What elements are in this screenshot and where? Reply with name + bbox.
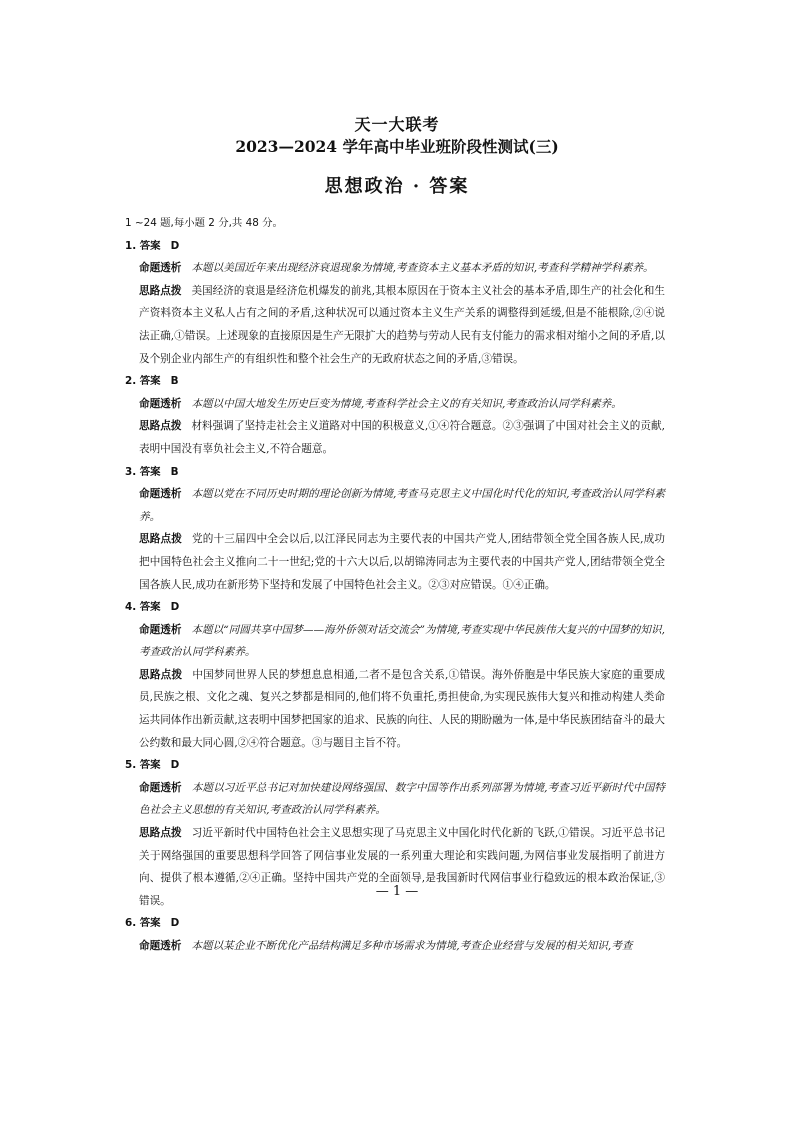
intent-text: 本题以习近平总书记对加快建设网络强国、数字中国等作出系列部署为情境,考查习近平新时代中国特色社会主义思想的有关知识,考查政治认同学科素养。 — [139, 781, 665, 817]
answer-letter: D — [170, 759, 180, 772]
question-5-answer — [125, 754, 665, 777]
answer-letter: B — [170, 375, 179, 388]
question-number: 4. 答案 — [125, 601, 161, 614]
question-6-answer — [125, 912, 665, 935]
hint-label: 思路点拨 — [139, 284, 182, 297]
question-1-answer — [125, 235, 665, 258]
answer-letter: B — [170, 465, 179, 478]
question-2-answer — [125, 370, 665, 393]
question-4-intent — [139, 619, 665, 664]
hint-label: 思路点拨 — [139, 420, 182, 433]
subject-title: 思想政治 · 答案 — [324, 176, 470, 197]
answer-content — [125, 212, 665, 958]
hint-text: 美国经济的衰退是经济危机爆发的前兆,其根本原因在于资本主义社会的基本矛盾,即生产的社会化和生产资料资本主义私人占有之间的矛盾,这种状况可以通过资本主义生产关系的调整得到延缓,但是不能根除,②④说法正确,①错误。上述现象的直接原因是生产无限扩大的趋势与劳动人民有支付能力的需求相对缩小之间的矛盾,以及个别企业内部生产的有组织性和整个社会生产的无政府状态之间的矛盾,③错误。 — [139, 284, 665, 365]
question-number: 3. 答案 — [125, 465, 161, 478]
question-4-answer — [125, 596, 665, 619]
question-3-answer — [125, 461, 665, 484]
answer-letter: D — [170, 239, 180, 252]
question-2-intent — [139, 393, 665, 416]
intent-label: 命题透析 — [139, 262, 182, 275]
hint-text: 中国梦同世界人民的梦想息息相通,二者不是包含关系,①错误。海外侨胞是中华民族大家庭的重要成员,民族之根、文化之魂、复兴之梦都是相同的,他们将不负重托,勇担使命,为实现民族伟大复兴和推动构建人类命运共同体作出新贡献,这表明中国梦把国家的追求、民族的向往、人民的期盼融为一体,是中华民族团结奋斗的最大公约数和最大同心圆,②④符合题意。③与题目主旨不符。 — [139, 668, 666, 749]
scoring-note: 1 ~24 题,每小题 2 分,共 48 分。 — [125, 217, 283, 229]
intent-label: 命题透析 — [139, 623, 182, 636]
question-number: 2. 答案 — [125, 375, 161, 388]
answer-letter: D — [170, 917, 180, 930]
intent-label: 命题透析 — [139, 781, 182, 794]
hint-text: 党的十三届四中全会以后,以江泽民同志为主要代表的中国共产党人,团结带领全党全国各族人民,成功把中国特色社会主义推向二十一世纪;党的十六大以后,以胡锦涛同志为主要代表的中国共产党人,团结带领全党全国各族人民,成功在新形势下坚持和发展了中国特色社会主义。②③对应错误。①④正确。 — [139, 533, 665, 591]
question-1-hint — [139, 280, 665, 370]
question-3-intent — [139, 483, 665, 528]
exam-title: 2023—2024 学年高中毕业班阶段性测试(三) — [235, 137, 559, 156]
question-1-intent — [139, 257, 665, 280]
org-title: 天一大联考 — [354, 115, 440, 134]
question-6-intent — [139, 935, 665, 958]
question-2-hint — [139, 415, 665, 460]
intent-text: 本题以美国近年来出现经济衰退现象为情境,考查资本主义基本矛盾的知识,考查科学精神学科素养。 — [191, 262, 654, 275]
intent-text: 本题以中国大地发生历史巨变为情境,考查科学社会主义的有关知识,考查政治认同学科素养。 — [191, 397, 622, 410]
answer-letter: D — [170, 601, 180, 614]
question-number: 6. 答案 — [125, 917, 161, 930]
intent-text: 本题以“同圆共享中国梦——海外侨领对话交流会”为情境,考查实现中华民族伟大复兴的中国梦的知识,考查政治认同学科素养。 — [139, 623, 665, 659]
hint-label: 思路点拨 — [139, 827, 182, 840]
hint-text: 材料强调了坚持走社会主义道路对中国的积极意义,①④符合题意。②③强调了中国对社会主义的贡献,表明中国没有辜负社会主义,不符合题意。 — [139, 420, 665, 455]
question-4-hint — [139, 664, 665, 754]
hint-text: 习近平新时代中国特色社会主义思想实现了马克思主义中国化时代化新的飞跃,①错误。习近平总书记关于网络强国的重要思想科学回答了网信事业发展的一系列重大理论和实践问题,为网信事业发展指明了前进方向、提供了根本遵循,②④正确。坚持中国共产党的全面领导,是我国新时代网信事业行稳致远的根本政治保证,③错误。 — [139, 827, 665, 907]
intent-label: 命题透析 — [139, 940, 182, 952]
question-3-hint — [139, 528, 665, 596]
intent-label: 命题透析 — [139, 397, 182, 410]
question-number: 5. 答案 — [125, 759, 161, 772]
page-number: — 1 — — [375, 884, 419, 899]
intent-text: 本题以党在不同历史时期的理论创新为情境,考查马克思主义中国化时代化的知识,考查政治认同学科素养。 — [139, 488, 665, 523]
intent-label: 命题透析 — [139, 488, 182, 501]
hint-label: 思路点拨 — [139, 668, 183, 681]
question-number: 1. 答案 — [125, 239, 161, 252]
intent-text: 本题以某企业不断优化产品结构满足多种市场需求为情境,考查企业经营与发展的相关知识,考查 — [191, 940, 633, 952]
question-5-intent — [139, 777, 665, 822]
hint-label: 思路点拨 — [139, 533, 183, 546]
